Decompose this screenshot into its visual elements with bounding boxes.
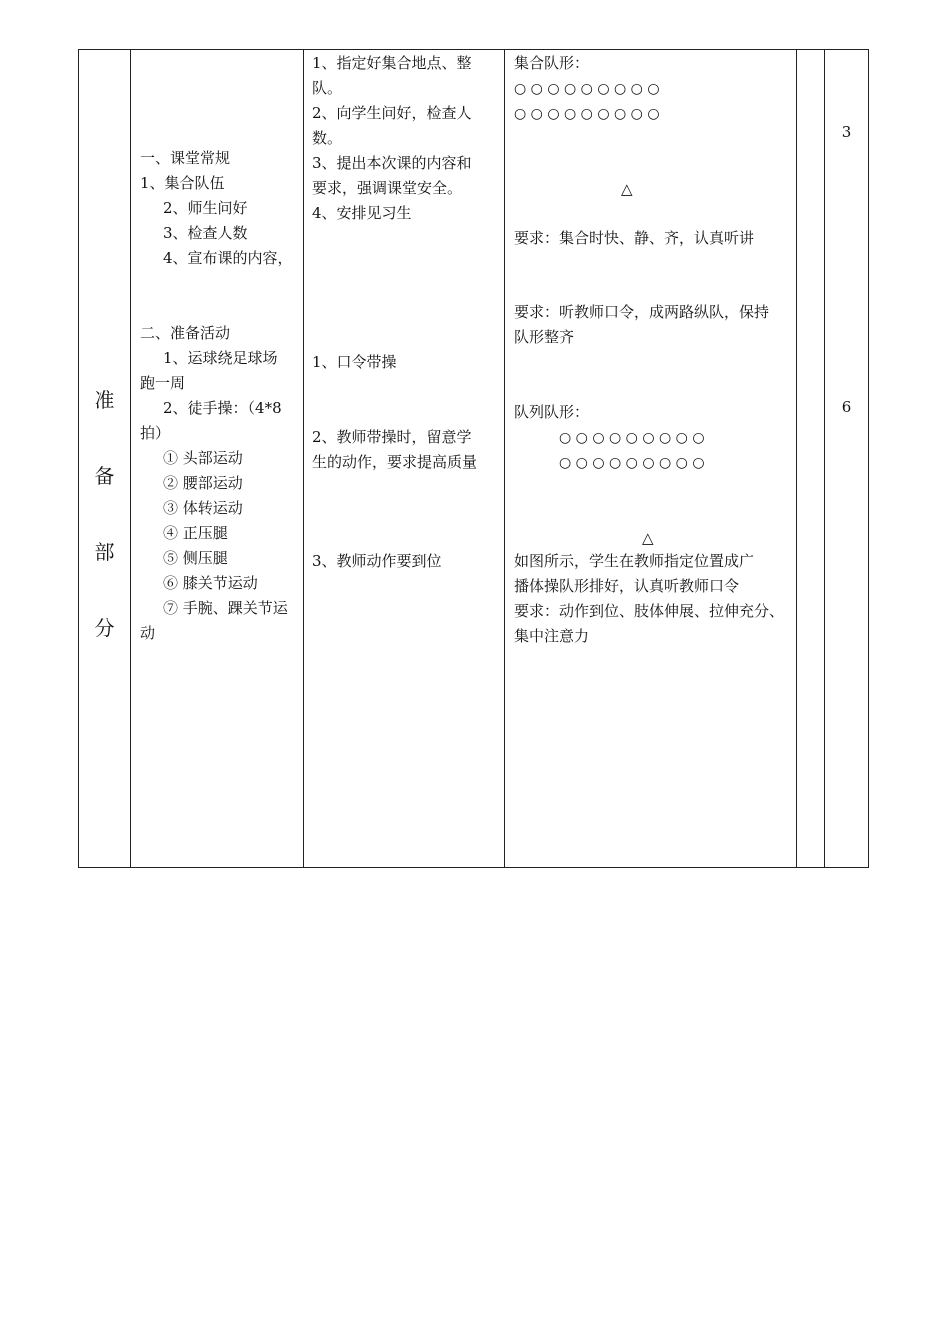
student-requirement: 集中注意力 [514,627,590,645]
empty-cell [797,50,825,868]
section-char: 备 [94,464,115,488]
section-char: 部 [94,540,115,564]
exercise-item: ④ 正压腿 [163,524,228,542]
section-cell [79,50,131,868]
time-cell [825,50,869,868]
queue-row: ○ ○ ○ ○ ○ ○ ○ ○ ○ [559,430,705,446]
teacher-position-icon: △ [621,180,633,198]
exercise-item: ⑦ 手腕、踝关节运 [163,599,288,617]
teacher-line: 4、安排见习生 [312,204,412,222]
student-description: 播体操队形排好，认真听教师口令 [514,577,740,595]
section-label [79,50,130,867]
queue-row: ○ ○ ○ ○ ○ ○ ○ ○ ○ [559,455,705,471]
lesson-plan-table [78,49,869,868]
teacher-drill: 1、口令带操 [312,353,397,371]
exercise-item: ② 腰部运动 [163,474,243,492]
student-cell [505,50,797,868]
formation-title: 集合队形： [514,54,590,72]
warmup-item-wrap: 拍） [140,424,171,442]
formation-row: ○ ○ ○ ○ ○ ○ ○ ○ ○ [514,106,660,122]
teacher-line: 3、提出本次课的内容和 [312,154,472,172]
content-cell [131,50,304,868]
exercise-item: ⑤ 侧压腿 [163,549,228,567]
teacher-line: 1、指定好集合地点、整 [312,54,472,72]
teacher-drill: 3、教师动作要到位 [312,552,442,570]
routine-item: 1、集合队伍 [140,174,225,192]
teacher-drill: 2、教师带操时，留意学 [312,428,472,446]
warmup-item: 1、运球绕足球场 [163,349,278,367]
time-value: 6 [841,398,852,416]
exercise-item: ⑥ 膝关节运动 [163,574,258,592]
teacher-line: 要求，强调课堂安全。 [312,179,463,197]
student-description: 如图所示，学生在教师指定位置成广 [514,552,755,570]
student-requirement: 要求：听教师口令，成两路纵队，保持 [514,303,770,321]
routine-title: 一、课堂常规 [140,149,231,167]
exercise-item: ③ 体转运动 [163,499,243,517]
queue-title: 队列队形： [514,403,590,421]
student-requirement: 要求：动作到位、肢体伸展、拉伸充分、 [514,602,785,620]
time-value: 3 [841,123,852,141]
formation-row: ○ ○ ○ ○ ○ ○ ○ ○ ○ [514,81,660,97]
teacher-cell [304,50,505,868]
warmup-title: 二、准备活动 [140,324,231,342]
student-requirement: 队形整齐 [514,328,575,346]
warmup-item: 2、徒手操：（4*8 [163,399,282,417]
teacher-line: 队。 [312,79,343,97]
warmup-item-wrap: 跑一周 [140,374,186,392]
student-requirement: 要求：集合时快、静、齐，认真听讲 [514,229,755,247]
routine-item: 2、师生问好 [163,199,248,217]
section-char: 分 [94,616,115,640]
teacher-line: 2、向学生问好，检查人 [312,104,472,122]
routine-item: 3、检查人数 [163,224,248,242]
section-char: 准 [94,388,115,412]
teacher-position-icon: △ [642,529,654,547]
teacher-drill: 生的动作，要求提高质量 [312,453,478,471]
exercise-item-wrap: 动 [140,624,156,642]
teacher-line: 数。 [312,129,343,147]
exercise-item: ① 头部运动 [163,449,243,467]
routine-item: 4、宣布课的内容， [163,249,293,267]
